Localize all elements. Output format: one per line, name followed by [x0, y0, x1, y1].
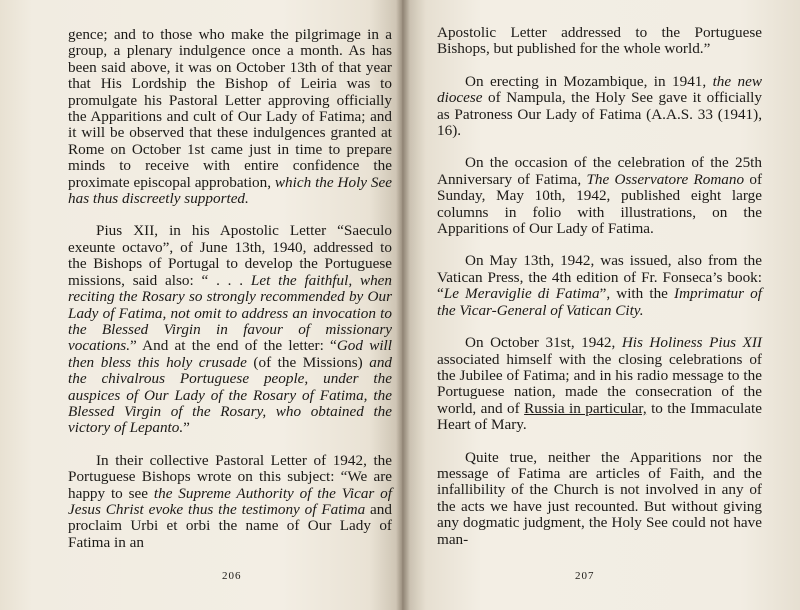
text-run: On the occasion of the celebration of the 25th Anniversary of Fatima,: [437, 154, 762, 188]
paragraph: [437, 335, 762, 433]
text-run: In their collective Pastoral Letter of 1942, the Portuguese Bishops wrote on this subject: “We are happy to see: [68, 451, 392, 502]
paragraph: [437, 155, 762, 237]
text-run: and proclaim Urbi et orbi the name of Our Lady of Fatima in an: [68, 500, 392, 551]
paragraph: [68, 453, 392, 551]
text-run: ”, with the: [599, 285, 675, 303]
text-run: Pius XII, in his Apostolic Letter “Saeculo exeunte octavo”, of June 13th, 1940, addressed to the Bishops of Portugal to develop the Portuguese missions, said also: “ . . .: [68, 222, 392, 289]
italic-text: Let the faithful, when reciting the Rosary so strongly recommended by Our Lady of Fatima, not omit to address an invocation to the Blessed Virgin in favour of missionary vocations.: [68, 271, 393, 355]
text-run: (of the Missions): [246, 353, 370, 371]
text-run: Apostolic Letter addressed to the Portuguese Bishops, but published for the whole world.”: [437, 24, 762, 58]
paragraph: [437, 25, 762, 58]
book-gutter: [396, 0, 410, 610]
paragraph: [68, 223, 392, 436]
paragraph: [437, 74, 762, 140]
left-page-text: [68, 27, 392, 551]
italic-text: Imprimatur of the Vicar-General of Vatican City.: [437, 285, 762, 319]
italic-text: His Holiness Pius XII: [621, 334, 762, 352]
right-page: [402, 0, 800, 610]
italic-text: which the Holy See has thus discreetly supported.: [68, 173, 393, 208]
text-run: associated himself with the closing celebrations of the Jubilee of Fatima; and in his radio message to the Portuguese nation, made the consecration of the world, and of: [437, 350, 762, 417]
text-run: On May 13th, 1942, was issued, also from the Vatican Press, the 4th edition of Fr. Fonseca’s book: “: [437, 252, 762, 303]
text-run: ”: [183, 419, 190, 437]
paragraph: [437, 450, 762, 548]
page-number-right: 207: [575, 570, 595, 582]
text-run: of Nampula, the Holy See gave it officially as Patroness Our Lady of Fatima (A.A.S. 33 (1941), 16).: [437, 89, 762, 140]
italic-text: The Osservatore Romano: [586, 170, 745, 188]
text-run: ” And at the end of the letter: “: [130, 337, 337, 355]
text-run: On October 31st, 1942,: [465, 334, 622, 352]
italic-text: the new diocese: [437, 72, 762, 107]
page-number-left: 206: [222, 570, 242, 582]
text-run: On erecting in Mozambique, in 1941,: [465, 72, 713, 90]
paragraph: [68, 27, 392, 207]
text-run: gence; and to those who make the pilgrimage in a group, a plenary indulgence once a month. As has been said above, it was on October 13th of that year that His Lordship the Bishop of Leiria was to promulgate his Pastoral Letter approving officially the Apparitions and cult of Our Lady of Fatima; and it will be observed that these indulgences granted at Rome on October 1st came just in time to prepare minds to receive with entire confidence the proximate episcopal approbation,: [68, 26, 392, 191]
italic-text: and the chivalrous Portuguese people, under the auspices of Our Lady of the Rosary of Fatima, the Blessed Virgin of the Rosary, who obtained the victory of Lepanto.: [68, 353, 393, 437]
italic-text: God will then bless this holy crusade: [68, 337, 392, 371]
italic-text: Le Meraviglie di Fatima: [443, 285, 600, 303]
text-run: of Sunday, May 10th, 1942, published eight large columns in folio with illustrations, on the Apparitions of Our Lady of Fatima.: [437, 170, 763, 238]
text-run: Quite true, neither the Apparitions nor the message of Fatima are articles of Faith, and the infallibility of the Church is not involved in any of the acts we have just recounted. But without giving any dogmatic judgment, the Holy See could not have man-: [437, 448, 762, 548]
text-run: to the Immaculate Heart of Mary.: [437, 399, 762, 434]
underlined-text: Russia in particular,: [524, 399, 647, 417]
italic-text: the Supreme Authority of the Vicar of Jesus Christ evoke thus the testimony of Fatima: [68, 484, 392, 518]
paragraph: [437, 253, 762, 319]
right-page-text: [437, 25, 762, 548]
